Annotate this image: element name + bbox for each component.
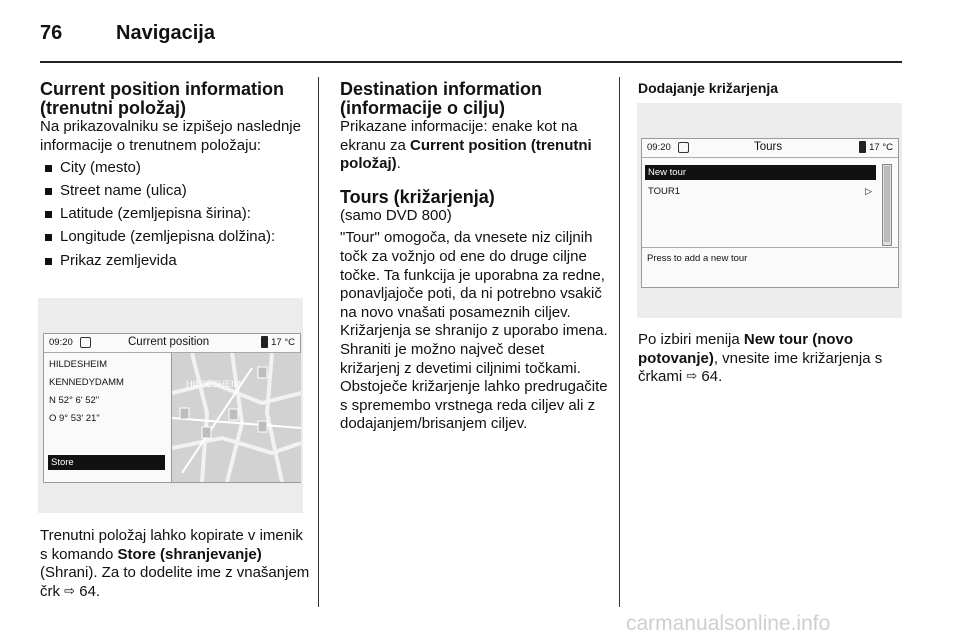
list-item: Prikaz zemljevida	[40, 252, 310, 271]
column-3	[638, 80, 903, 96]
destination-bold: Current position (trenutni položaj)	[340, 136, 592, 173]
heading-line-2: (informacije o cilju)	[340, 98, 506, 118]
phone-icon	[859, 141, 866, 153]
watermark: carmanualsonline.info	[626, 612, 831, 635]
new-tour-menu-item[interactable]	[645, 165, 876, 180]
heading-line-2: (trenutni položaj)	[40, 98, 186, 118]
page-number: 76	[40, 22, 63, 44]
list-item: Latitude (zemljepisna širina):	[40, 205, 310, 224]
section-heading-tours: Tours (križarjenja)	[340, 186, 495, 207]
destination-end: .	[396, 155, 401, 173]
parking-icons	[180, 367, 267, 438]
intro-paragraph: Na prikazovalniku se izpišejo naslednje informacije o trenutnem položaju:	[40, 118, 301, 154]
header-divider	[40, 61, 902, 63]
display-screen	[43, 333, 301, 483]
scrollbar-thumb[interactable]	[884, 166, 890, 242]
tours-paragraph: "Tour" omogoča, da vnesete niz ciljnih točk za vožnjo od ene do druge ciljne točke. Ta funkcija je uporabna za redne, ponavljajoče poti, da ni potrebno vsakič na novo vnašati posameznih ciljev. Križarjenja se shranijo z uporabo imena. Shraniti je možno največ deset križarjenj z devetimi ciljnimi točkami. Obstoječe križarjenje lahko predrugačite s spremembo vrstnega reda ciljev ali z dodajanjem/brisanjem ciljev.	[340, 229, 608, 433]
status-hint: Press to add a new tour	[647, 253, 748, 264]
chevron-right-icon: ▷	[865, 186, 872, 196]
current-position-screenshot	[38, 298, 303, 513]
clock-time: 09:20	[49, 337, 73, 348]
longitude-value: O 9° 53' 21"	[49, 413, 100, 424]
tour1-label: TOUR1	[648, 186, 681, 197]
heading-line-1: Destination information	[340, 79, 542, 99]
info-list	[40, 159, 310, 270]
section-heading-add-tour: Dodajanje križarjenja	[638, 80, 779, 96]
store-command: Store (shranjevanje)	[117, 545, 262, 563]
tours-subtitle: (samo DVD 800)	[340, 206, 452, 224]
temperature: 17 °C	[869, 142, 893, 153]
section-heading-destination	[340, 80, 608, 118]
display-screen	[641, 138, 899, 288]
phone-icon	[261, 336, 268, 348]
new-tour-command: New tour (novo potovanje)	[638, 331, 854, 367]
scrollbar[interactable]	[882, 164, 892, 246]
heading-line-1: Current position information	[40, 79, 284, 99]
map-roads	[172, 353, 301, 482]
latitude-value: N 52° 6' 52"	[49, 395, 100, 406]
section-heading-current-position	[40, 80, 310, 118]
new-tour-paragraph	[638, 331, 903, 387]
tour1-menu-item[interactable]	[645, 184, 876, 199]
tours-screenshot	[637, 103, 902, 318]
clock-icon	[80, 337, 91, 348]
page-title: Navigacija	[116, 22, 215, 44]
page-reference: 64.	[701, 368, 723, 386]
clock-icon	[678, 142, 689, 153]
screen-title: Tours	[754, 141, 783, 153]
map-view[interactable]	[171, 353, 301, 482]
screen-title: Current position	[128, 336, 210, 348]
column-divider-1	[318, 77, 319, 607]
store-menu-item[interactable]	[48, 455, 165, 470]
new-tour-label: New tour	[648, 167, 687, 178]
new-tour-text-2: , vnesite ime križarjenja s črkami	[638, 349, 883, 386]
destination-text: Prikazane informacije: enake kot na ekranu za	[340, 118, 578, 154]
column-2	[340, 80, 608, 434]
page-reference-icon: ⇨	[64, 582, 76, 598]
page-reference: 64.	[79, 582, 101, 600]
map-label: HILDESHEIM	[186, 379, 242, 389]
store-paragraph	[40, 527, 310, 601]
column-divider-2	[619, 77, 620, 607]
temperature: 17 °C	[271, 337, 295, 348]
city-value: HILDESHEIM	[49, 359, 108, 370]
destination-paragraph	[340, 118, 608, 174]
screen-status-bar	[642, 139, 898, 158]
store-text-2: (Shrani). Za to dodelite ime z vnašanjem črk	[40, 564, 310, 600]
status-divider	[642, 247, 898, 248]
list-item: Longitude (zemljepisna dolžina):	[40, 228, 310, 247]
street-value: KENNEDYDAMM	[49, 377, 124, 388]
clock-time: 09:20	[647, 142, 671, 153]
store-label: Store	[51, 457, 74, 468]
new-tour-text-1: Po izbiri menija	[638, 331, 744, 348]
page-reference-icon: ⇨	[686, 368, 698, 384]
screen-status-bar	[44, 334, 300, 353]
column-1	[40, 80, 310, 275]
list-item: City (mesto)	[40, 159, 310, 178]
page-header	[40, 22, 902, 62]
store-text-1: Trenutni položaj lahko kopirate v imenik s komando	[40, 527, 303, 563]
list-item: Street name (ulica)	[40, 182, 310, 201]
